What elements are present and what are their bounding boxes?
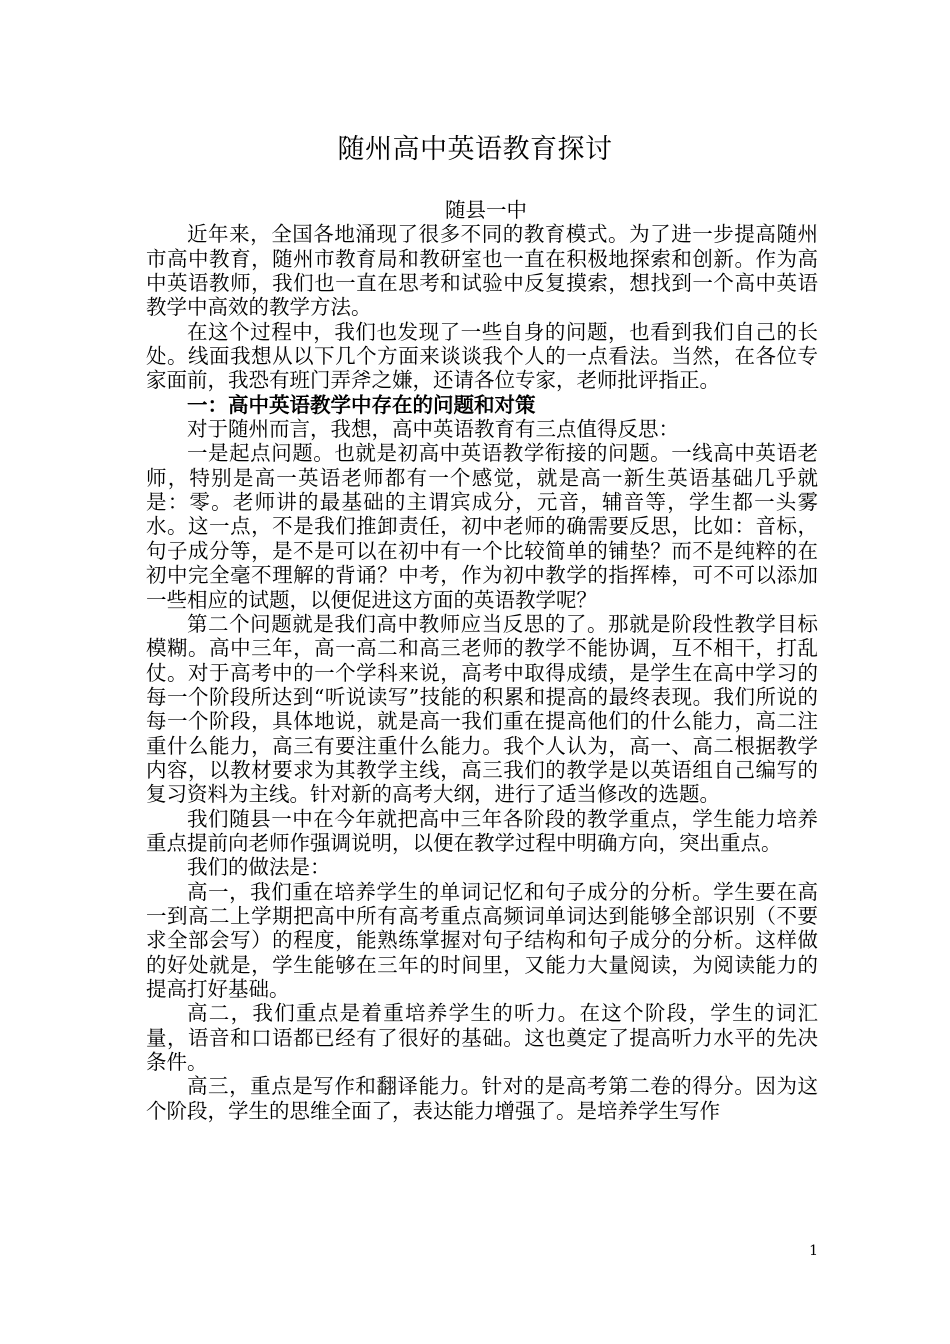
paragraph: 高一，我们重在培养学生的单词记忆和句子成分的分析。学生要在高一到高二上学期把高中所有高考重点高频词单词达到能够全部识别（不要求全部会写）的程度，能熟练掌握对句子结构和句子成分的分析。这样做的好处就是，学生能够在三年的时间里，又能力大量阅读，为阅读能力的提高打好基础。 [146,879,818,1001]
paragraph: 一是起点问题。也就是初高中英语教学衔接的问题。一线高中英语老师，特别是高一英语老师都有一个感觉，就是高一新生英语基础几乎就是：零。老师讲的最基础的主谓宾成分，元音，辅音等，学生都一头雾水。这一点，不是我们推卸责任，初中老师的确需要反思，比如：音标，句子成分等，是不是可以在初中有一个比较简单的铺垫？而不是纯粹的在初中完全毫不理解的背诵？中考，作为初中教学的指挥棒，可不可以添加一些相应的试题，以便促进这方面的英语教学呢？ [146,441,818,612]
paragraph: 高三，重点是写作和翻译能力。针对的是高考第二卷的得分。因为这个阶段，学生的思维全面了，表达能力增强了。是培养学生写作 [146,1074,818,1123]
document-body [146,198,818,1123]
paragraph: 在这个过程中，我们也发现了一些自身的问题，也看到我们自己的长处。线面我想从以下几个方面来谈谈我个人的一点看法。当然，在各位专家面前，我恐有班门弄斧之嫌，还请各位专家，老师批评指正。 [146,319,818,393]
paragraph: 我们随县一中在今年就把高中三年各阶段的教学重点，学生能力培养重点提前向老师作强调说明，以便在教学过程中明确方向，突出重点。 [146,806,818,855]
author-line: 随县一中 [445,198,527,222]
document-title: 随州高中英语教育探讨 [337,134,613,165]
paragraph: 高二，我们重点是着重培养学生的听力。在这个阶段，学生的词汇量，语音和口语都已经有了很好的基础。这也奠定了提高听力水平的先决条件。 [146,1001,818,1075]
paragraph: 近年来，全国各地涌现了很多不同的教育模式。为了进一步提高随州市高中教育，随州市教育局和教研室也一直在积极地探索和创新。作为高中英语教师，我们也一直在思考和试验中反复摸索，想找到一个高中英语教学中高效的教学方法。 [146,222,818,320]
page-number: 1 [809,1243,818,1259]
section-heading: 一：高中英语教学中存在的问题和对策 [187,392,536,417]
paragraph: 对于随州而言，我想，高中英语教育有三点值得反思： [187,417,679,442]
paragraph: 第二个问题就是我们高中教师应当反思的了。那就是阶段性教学目标模糊。高中三年，高一高二和高三老师的教学不能协调，互不相干，打乱仗。对于高考中的一个学科来说，高考中取得成绩，是学生在高中学习的每一个阶段所达到“听说读写”技能的积累和提高的最终表现。我们所说的每一个阶段，具体地说，就是高一我们重在提高他们的什么能力，高二注重什么能力，高三有要注重什么能力。我个人认为，高一、高二根据教学内容，以教材要求为其教学主线，高三我们的教学是以英语组自己编写的复习资料为主线。针对新的高考大纲，进行了适当修改的选题。 [146,611,818,807]
paragraph: 我们的做法是： [187,855,331,880]
